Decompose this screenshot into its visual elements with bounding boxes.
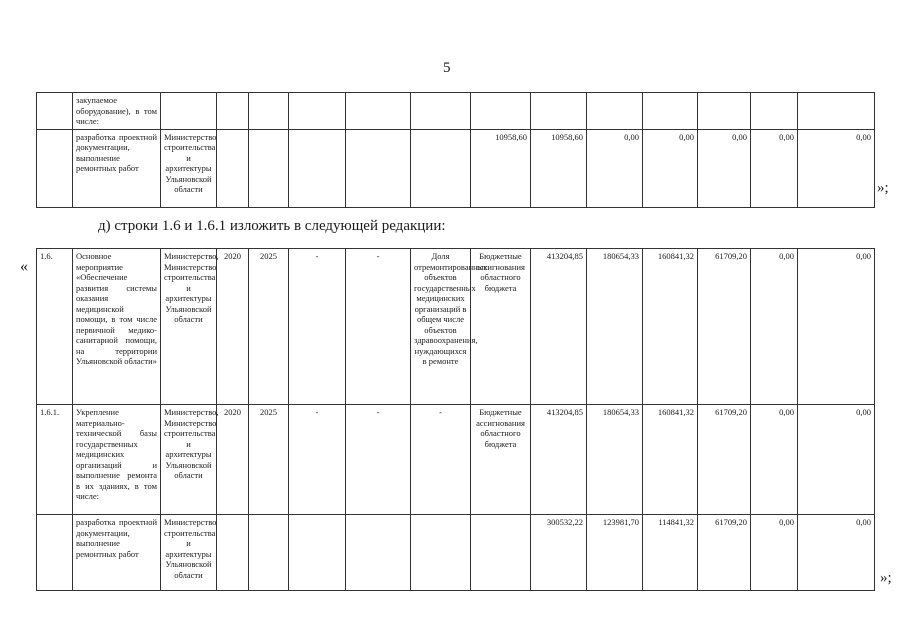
cell-org: Министерство строительства и архитектуры Ульяновской области bbox=[161, 515, 217, 591]
continued-table bbox=[36, 92, 875, 208]
cell-value: 300532,22 bbox=[531, 515, 587, 591]
cell-dash: - bbox=[289, 249, 346, 405]
cell-dash: - bbox=[346, 249, 411, 405]
cell-value: 413204,85 bbox=[531, 249, 587, 405]
cell-value: 0,00 bbox=[798, 249, 875, 405]
table-row bbox=[37, 515, 875, 591]
cell-name: Укрепление материально-технической базы государственных медицинских организаций и выполнение ремонта в их зданиях, в том числе: bbox=[73, 405, 161, 515]
cell-org: Министерство, Министерство строительства и архитектуры Ульяновской области bbox=[161, 249, 217, 405]
page-number: 5 bbox=[443, 60, 451, 76]
cell-value: 160841,32 bbox=[643, 249, 698, 405]
cell-value: 10958,60 bbox=[471, 129, 531, 207]
cell-value: 123981,70 bbox=[587, 515, 643, 591]
amended-table bbox=[36, 248, 875, 591]
cell-value: 0,00 bbox=[798, 515, 875, 591]
cell-value: 0,00 bbox=[798, 129, 875, 207]
cell-dash: - bbox=[289, 405, 346, 515]
cell-value: 61709,20 bbox=[698, 405, 751, 515]
cell-name: разработка проектной документации, выполнение ремонтных работ bbox=[73, 129, 161, 207]
cell-value: 10958,60 bbox=[531, 129, 587, 207]
cell-value: 114841,32 bbox=[643, 515, 698, 591]
cell-value: 0,00 bbox=[587, 129, 643, 207]
cell-org: Министерство строительства и архитектуры Ульяновской области bbox=[161, 129, 217, 207]
cell-name: Основное мероприятие «Обеспечение развития системы оказания медицинской помощи, в том числе первичной медико-санитарной помощи, на территории Ульяновской области» bbox=[73, 249, 161, 405]
table-row bbox=[37, 93, 875, 130]
cell-year-start: 2020 bbox=[217, 249, 249, 405]
cell-value: 160841,32 bbox=[643, 405, 698, 515]
cell-source: Бюджетные ассигнования областного бюджета bbox=[471, 249, 531, 405]
cell-value: 0,00 bbox=[751, 515, 798, 591]
cell-num: 1.6. bbox=[37, 249, 73, 405]
cell-value: 0,00 bbox=[751, 129, 798, 207]
cell-value: 0,00 bbox=[643, 129, 698, 207]
cell-year-end: 2025 bbox=[249, 405, 289, 515]
cell-org: Министерство, Министерство строительства и архитектуры Ульяновской области bbox=[161, 405, 217, 515]
cell-source: Бюджетные ассигнования областного бюджета bbox=[471, 405, 531, 515]
cell-year-start: 2020 bbox=[217, 405, 249, 515]
cell-num: 1.6.1. bbox=[37, 405, 73, 515]
cell-value: 180654,33 bbox=[587, 405, 643, 515]
table-row bbox=[37, 129, 875, 207]
cell-value: 180654,33 bbox=[587, 249, 643, 405]
cell-indicator: Доля отремонтированных объектов государственных медицинских организаций в общем числе объектов здравоохранения, нуждающихся в ремонте bbox=[411, 249, 471, 405]
cell-value: 0,00 bbox=[798, 405, 875, 515]
table-row bbox=[37, 405, 875, 515]
cell-name: закупаемое оборудование), в том числе: bbox=[73, 93, 161, 130]
cell-value: 413204,85 bbox=[531, 405, 587, 515]
cell-value: 0,00 bbox=[751, 249, 798, 405]
cell-dash: - bbox=[346, 405, 411, 515]
cell-value: 61709,20 bbox=[698, 249, 751, 405]
cell-value: 61709,20 bbox=[698, 515, 751, 591]
cell-value: 0,00 bbox=[698, 129, 751, 207]
cell-value: 0,00 bbox=[751, 405, 798, 515]
amendment-heading: д) строки 1.6 и 1.6.1 изложить в следующей редакции: bbox=[98, 218, 446, 234]
cell-indicator: - bbox=[411, 405, 471, 515]
cell-name: разработка проектной документации, выполнение ремонтных работ bbox=[73, 515, 161, 591]
opening-quote: « bbox=[20, 258, 28, 275]
closing-quote: »; bbox=[877, 180, 889, 196]
closing-quote: »; bbox=[880, 570, 892, 586]
table-row bbox=[37, 249, 875, 405]
cell-year-end: 2025 bbox=[249, 249, 289, 405]
